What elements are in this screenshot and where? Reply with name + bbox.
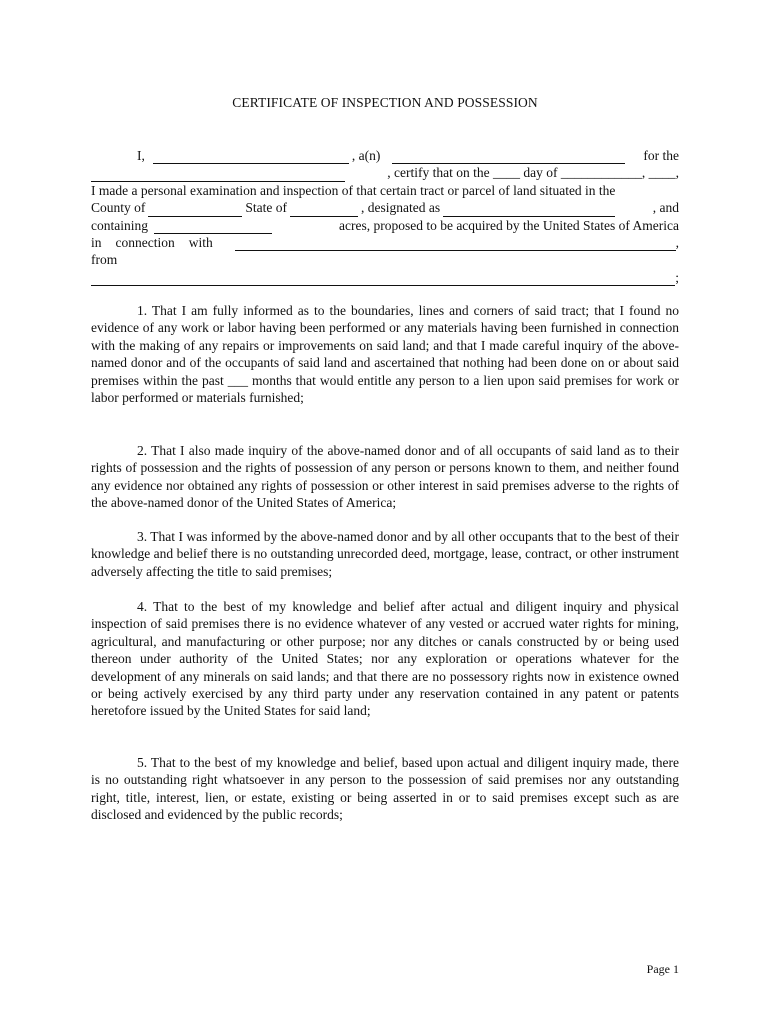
intro-line-8	[91, 269, 679, 286]
paragraph-5: 5. That to the best of my knowledge and belief, based upon actual and diligent inquiry made, there is no outstanding right whatsoever in any person to the possession of said premises nor any outstanding right, title, interest, lien, or estate, existing or being asserted in or to said premises except such as are disclosed and evidenced by the public records;	[91, 755, 679, 823]
intro-text: with	[188, 234, 213, 250]
intro-text: , and	[652, 200, 679, 216]
intro-text: ,	[675, 234, 679, 250]
intro-text: , a(n)	[351, 147, 381, 163]
intro-line-6	[91, 234, 679, 251]
intro-text: , certify that on the ____ day of ____________, ____,	[387, 165, 679, 181]
intro-text: from	[91, 252, 118, 268]
paragraph-3: 3. That I was informed by the above-named donor and by all other occupants that to the best of their knowledge and belief there is no outstanding unrecorded deed, mortgage, lease, contract, or other instrument adversely affecting the title to said premises;	[91, 529, 679, 579]
intro-text: State of	[245, 200, 288, 216]
intro-text: containing	[91, 217, 148, 233]
intro-block	[91, 147, 679, 286]
intro-text: County of	[91, 200, 146, 216]
paragraph-2: 2. That I also made inquiry of the above-named donor and of all occupants of said land as to their rights of possession and the rights of possession of any person or persons known to them, and neither found any evidence nor obtained any rights of possession or other interest in said premises adverse to the rights of the above-named donor of the United States of America;	[91, 443, 679, 511]
county-blank[interactable]	[148, 204, 242, 217]
intro-text: in	[91, 234, 102, 250]
intro-text: I,	[137, 147, 145, 163]
intro-text: for the	[643, 147, 679, 163]
intro-text: I made a personal examination and inspection of that certain tract or parcel of land situated in the	[91, 182, 616, 198]
designation-blank[interactable]	[443, 204, 615, 217]
project-blank[interactable]	[235, 238, 676, 251]
name-blank[interactable]	[153, 151, 349, 164]
occupation-blank[interactable]	[392, 151, 625, 164]
intro-text: acres, proposed to be acquired by the United States of America	[338, 217, 679, 233]
address-blank[interactable]	[91, 169, 345, 182]
paragraph-4: 4. That to the best of my knowledge and belief after actual and diligent inquiry and physical inspection of said premises there is no evidence whatever of any vested or accrued water rights for mining, agricultural, and manufacturing or other purpose; nor any ditches or canals constructed by or being used thereon under authority of the United States; nor any exploration or operations whatever for the development of any minerals on said lands; and that there are no possessory rights now in existence owned or being actively exercised by any third party under any reservation contained in any patent or patents heretofore issued by the United States for said land;	[91, 599, 679, 719]
intro-line-1	[91, 147, 679, 164]
intro-text: ;	[675, 269, 679, 285]
intro-line-2	[91, 164, 679, 181]
state-blank[interactable]	[290, 204, 358, 217]
page-number: Page 1	[646, 962, 679, 976]
intro-text: , designated as	[361, 200, 441, 216]
intro-line-5	[91, 217, 679, 234]
intro-text: connection	[115, 234, 175, 250]
acreage-blank[interactable]	[154, 221, 272, 234]
intro-line-4	[91, 199, 679, 216]
intro-line-7	[91, 251, 679, 268]
paragraph-1: 1. That I am fully informed as to the boundaries, lines and corners of said tract; that I found no evidence of any work or labor having been performed or any materials having been furnished in connection with the making of any repairs or improvements on said land; and that I made careful inquiry of the above-named donor and of the occupants of said land and ascertained that nothing had been done on or about said premises within the past ___ months that would entitle any person to a lien upon said premises for work or labor performed or materials furnished;	[91, 303, 679, 406]
from-blank[interactable]	[91, 273, 675, 286]
intro-line-3	[91, 182, 679, 199]
document-title: CERTIFICATE OF INSPECTION AND POSSESSION	[232, 95, 538, 110]
